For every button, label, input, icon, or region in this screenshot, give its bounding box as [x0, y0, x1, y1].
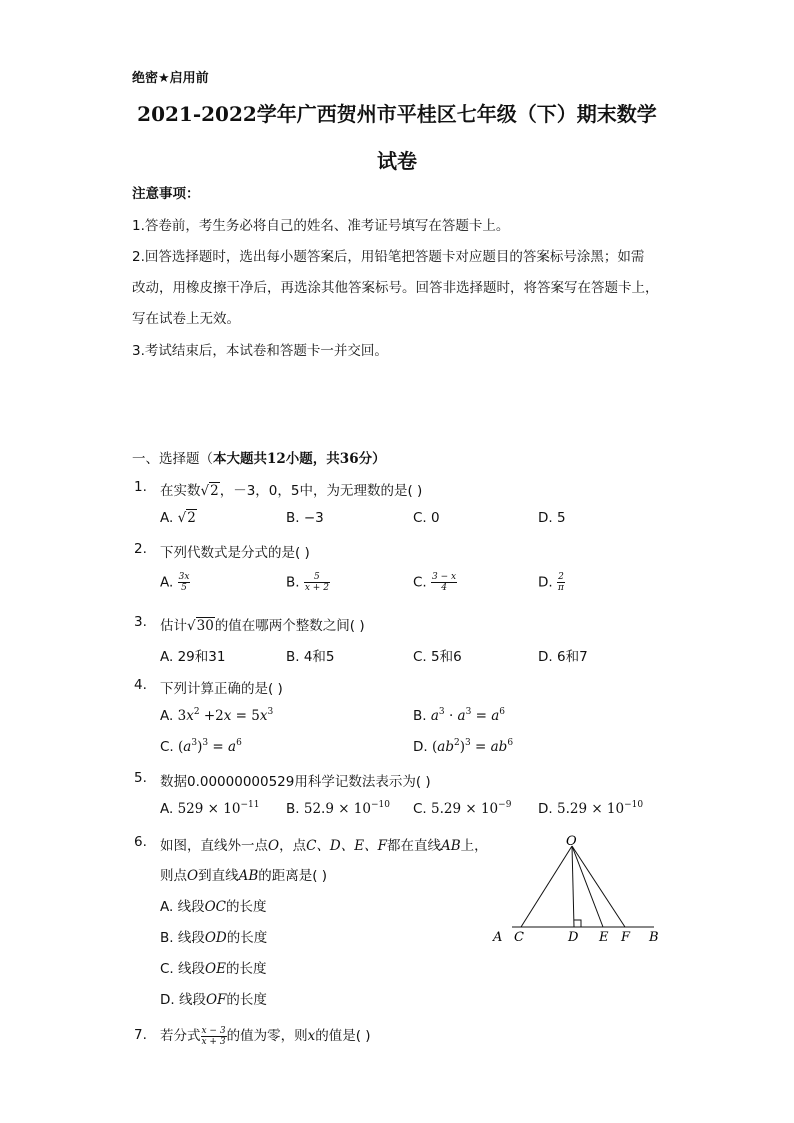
q1-a-label: A. — [160, 510, 174, 526]
q2-b-label: B. — [286, 574, 300, 591]
frac-denominator: x + 3 — [201, 1036, 226, 1047]
q6-l2-mid: 到直线 — [198, 868, 239, 884]
label-d: D — [568, 930, 579, 945]
q5-d-label: D. — [538, 801, 553, 817]
q7-pre: 若分式 — [160, 1028, 201, 1044]
q6-c-label: C. 线段 — [160, 961, 206, 977]
q2-option-d — [538, 572, 565, 593]
q3-option-b: B. 4和5 — [286, 649, 335, 665]
q6-number: 6. — [134, 834, 147, 850]
section-mid: 小题，共 — [285, 451, 340, 467]
q6-stem-line-2 — [160, 864, 327, 884]
q1-number: 1. — [134, 479, 147, 495]
q6-l2-line-ab: AB — [238, 868, 259, 884]
section-count: 12 — [267, 451, 286, 467]
q1-option-d: D. 5 — [538, 510, 566, 526]
q6-l2-point-o: O — [187, 868, 199, 884]
q6-a-suffix: 的长度 — [226, 899, 267, 915]
q6-l2-pre: 则点 — [160, 868, 187, 884]
q4-d-label: D. — [413, 739, 428, 755]
q4-option-d: D. $(ab^2)^3 = ab^6$ — [413, 738, 514, 755]
section-bold: 本大题共 — [213, 451, 267, 467]
q3-pre: 估计 — [160, 618, 187, 634]
q2-option-b — [286, 572, 330, 593]
q3-option-a: A. 29和31 — [160, 649, 226, 665]
q4-number: 4. — [134, 677, 147, 693]
q4-option-c: C. $(a^3)^3 = a^6$ — [160, 738, 242, 755]
q2-a-label: A. — [160, 574, 174, 591]
q3-option-d: D. 6和7 — [538, 649, 588, 665]
q6-d-label: D. 线段 — [160, 992, 206, 1008]
confidential-label: 绝密★启用前 — [132, 71, 209, 86]
q6-c-segment: OE — [205, 961, 226, 977]
section-suffix: 分） — [358, 451, 386, 467]
note-item-3: 3.考试结束后，本试卷和答题卡一并交回。 — [132, 343, 388, 359]
label-o: O — [566, 834, 577, 849]
sqrt-symbol: √2 — [200, 483, 219, 499]
q1-a-radicand: 2 — [187, 510, 196, 526]
q6-l1-post: 上， — [460, 838, 488, 854]
q7-post: 的值是( ) — [315, 1028, 371, 1044]
fraction — [201, 1026, 227, 1047]
right-angle-mark — [574, 920, 581, 927]
label-e: E — [599, 930, 609, 945]
exam-title-line-1: 2021-2022学年广西贺州市平桂区七年级（下）期末数学 — [137, 102, 657, 126]
q5-option-d — [538, 801, 643, 817]
q6-b-label: B. 线段 — [160, 930, 205, 946]
q1-post: ，－3，0，5中，为无理数的是( ) — [219, 483, 423, 499]
q4-option-b: B. $a^3 \cdot a^3 = a^6$ — [413, 707, 506, 724]
q7-number: 7. — [134, 1027, 147, 1043]
q6-d-segment: OF — [205, 992, 227, 1008]
q4-option-a: A. $3x^2 +2x = 5x^3$ — [160, 707, 274, 724]
q5-c-label: C. — [413, 801, 427, 817]
frac-denominator: x + 2 — [304, 583, 329, 593]
q5-option-a — [160, 801, 259, 817]
q6-option-d — [160, 988, 267, 1008]
q2-option-a — [160, 572, 190, 593]
frac-numerator: x − 3 — [201, 1025, 226, 1036]
q3-radicand: 30 — [196, 618, 214, 634]
q5-d-exponent: −10 — [624, 800, 644, 810]
note-item-1: 1.答卷前，考生务必将自己的姓名、准考证号填写在答题卡上。 — [132, 218, 510, 234]
segment-oc — [521, 846, 572, 927]
q6-option-a — [160, 895, 267, 915]
label-b: B — [649, 930, 659, 945]
sqrt-symbol: √2 — [177, 510, 196, 526]
q3-number: 3. — [134, 614, 147, 630]
q7-mid: 的值为零，则 — [226, 1028, 308, 1044]
q6-l1-points: C、D、E、F — [306, 838, 387, 854]
q5-c-base: 5.29 × 10 — [431, 801, 499, 817]
q4-b-label: B. — [413, 708, 427, 724]
q5-a-exponent: −11 — [240, 800, 260, 810]
q6-l1-line-ab: AB — [440, 838, 461, 854]
q4-stem: 下列计算正确的是( ) — [160, 681, 283, 697]
q1-stem — [160, 479, 422, 499]
q5-number: 5. — [134, 770, 147, 786]
geometry-figure — [484, 830, 674, 950]
note-item-2-line-1: 2.回答选择题时，选出每小题答案后，用铅笔把答题卡对应题目的答案标号涂黑；如需 — [132, 249, 645, 265]
q1-radicand: 2 — [210, 483, 219, 499]
frac-denominator: 5 — [181, 583, 187, 593]
label-f: F — [621, 930, 631, 945]
q4-a-label: A. — [160, 708, 174, 724]
frac-denominator: 4 — [441, 583, 447, 593]
q2-number: 2. — [134, 541, 147, 557]
q6-l1-mid2: 都在直线 — [386, 838, 441, 854]
q6-l1-mid: ，点 — [279, 838, 307, 854]
section-prefix: 一、选择题（ — [132, 451, 213, 467]
q3-stem — [160, 614, 365, 634]
q2-stem: 下列代数式是分式的是( ) — [160, 545, 310, 561]
label-a: A — [493, 930, 503, 945]
note-item-2-line-3: 写在试卷上无效。 — [132, 311, 240, 327]
q5-d-base: 5.29 × 10 — [556, 801, 625, 817]
q7-stem — [160, 1024, 371, 1047]
q5-c-exponent: −9 — [498, 800, 512, 810]
section-score: 36 — [339, 451, 359, 467]
q5-option-b — [286, 801, 390, 817]
q6-c-suffix: 的长度 — [225, 961, 267, 977]
sqrt-symbol: √30 — [187, 618, 214, 634]
q6-a-label: A. 线段 — [160, 899, 205, 915]
q6-l1-pre: 如图，直线外一点 — [160, 838, 268, 854]
q1-option-a — [160, 510, 197, 526]
q5-b-exponent: −10 — [371, 800, 390, 810]
note-item-2-line-2: 改动，用橡皮擦干净后，再选涂其他答案标号。回答非选择题时，将答案写在答题卡上， — [132, 280, 659, 296]
q6-l1-point-o: O — [268, 838, 280, 854]
q5-option-c — [413, 801, 511, 817]
q5-a-base: 529 × 10 — [177, 801, 241, 817]
q2-d-label: D. — [538, 574, 553, 591]
q4-c-label: C. — [160, 739, 174, 755]
fraction — [557, 572, 565, 593]
notes-heading: 注意事项： — [132, 186, 200, 202]
q1-pre: 在实数 — [160, 483, 201, 499]
q6-a-segment: OC — [204, 899, 226, 915]
exam-title-line-2: 试卷 — [377, 149, 417, 173]
q6-stem-line-1 — [160, 834, 488, 854]
q6-option-c — [160, 957, 266, 977]
q6-b-segment: OD — [204, 930, 227, 946]
section-heading — [132, 447, 386, 467]
q6-b-suffix: 的长度 — [226, 930, 268, 946]
q2-option-c — [413, 572, 457, 593]
q2-c-label: C. — [413, 574, 427, 591]
q3-post: 的值在哪两个整数之间( ) — [214, 618, 365, 634]
frac-numerator: 5 — [304, 572, 330, 583]
q5-a-label: A. — [160, 801, 174, 817]
q1-option-b: B. −3 — [286, 510, 324, 526]
q7-variable: x — [307, 1028, 316, 1044]
q6-option-b — [160, 926, 267, 946]
q5-stem: 数据0.00000000529用科学记数法表示为( ) — [160, 774, 431, 790]
q6-l2-post: 的距离是( ) — [258, 868, 328, 884]
q5-b-base: 52.9 × 10 — [303, 801, 371, 817]
fraction — [431, 572, 457, 593]
segment-od — [572, 846, 574, 927]
label-c: C — [514, 930, 524, 945]
fraction — [304, 572, 330, 593]
q1-option-c: C. 0 — [413, 510, 440, 526]
q5-b-label: B. — [286, 801, 300, 817]
q3-option-c: C. 5和6 — [413, 649, 462, 665]
fraction — [178, 572, 191, 593]
frac-numerator: 2 — [558, 572, 564, 582]
frac-numerator: 3 − x — [432, 572, 457, 582]
q6-d-suffix: 的长度 — [226, 992, 267, 1008]
frac-denominator: π — [557, 583, 564, 593]
frac-numerator: 3x — [178, 572, 190, 582]
